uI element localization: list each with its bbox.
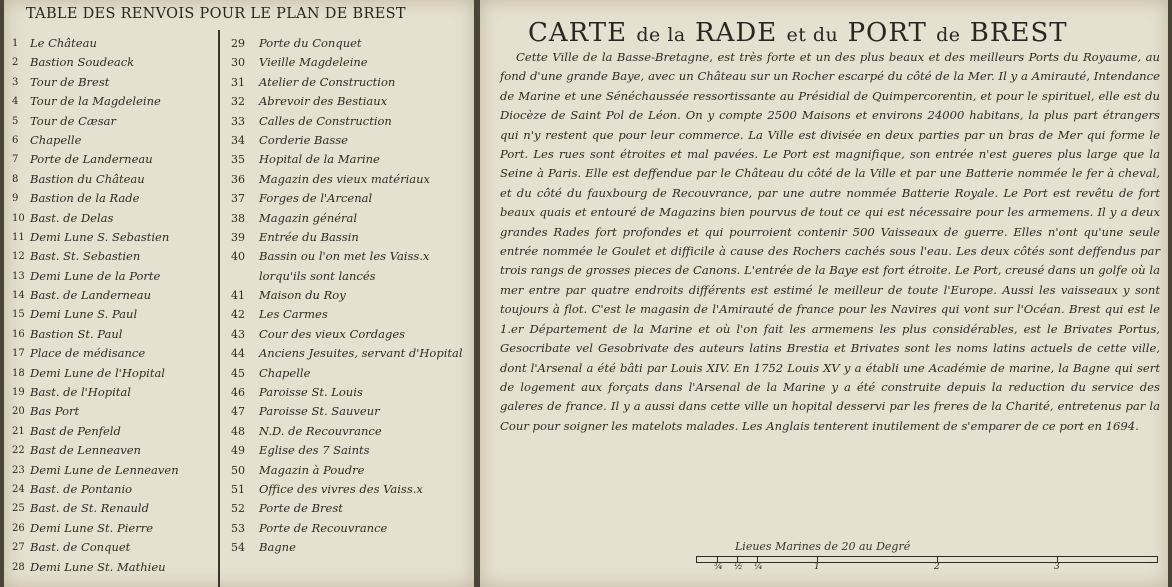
index-entry-label: Corderie Basse <box>259 132 348 147</box>
index-entry <box>12 34 216 53</box>
index-entry <box>231 538 471 557</box>
index-entry <box>231 499 471 518</box>
index-entry-label: Bast de Lenneaven <box>30 443 141 458</box>
index-entry <box>12 519 216 538</box>
index-entry <box>231 344 471 363</box>
index-entry-number: 4 <box>12 96 19 108</box>
index-entry-number: 44 <box>231 347 245 361</box>
index-entry-label: Porte du Conquet <box>259 36 362 50</box>
index-entry-number: 50 <box>231 463 245 477</box>
scale-label: Lieues Marines de 20 au Degré <box>735 540 911 553</box>
index-entry-label: Paroisse St. Sauveur <box>259 404 380 419</box>
index-entry-label: Bastion du Château <box>30 171 145 186</box>
index-entry-label: Abrevoir des Bestiaux <box>259 94 388 109</box>
index-entry-number: 37 <box>231 192 245 206</box>
index-entry-label: Bassin ou l'on met les Vaiss.x <box>259 249 430 264</box>
index-entry-number: 7 <box>12 154 19 166</box>
index-entry-number: 29 <box>231 37 245 50</box>
scale-tick-label: 3 <box>1054 562 1060 572</box>
index-entry <box>12 92 216 111</box>
index-entry <box>12 131 216 150</box>
scale-tick-label: ½ <box>734 562 743 572</box>
index-entry-label: lorqu'ils sont lancés <box>259 268 376 283</box>
index-entry-number: 36 <box>231 172 245 186</box>
index-entry-number: 11 <box>12 231 25 243</box>
index-entry <box>12 344 216 363</box>
index-entry-number: 15 <box>12 309 25 321</box>
index-entry-number: 9 <box>12 193 19 205</box>
title-port: PORT <box>847 18 927 48</box>
index-heading: TABLE DES RENVOIS POUR LE PLAN DE BREST <box>26 6 406 22</box>
index-entry <box>12 538 216 557</box>
index-entry-number: 45 <box>231 366 245 380</box>
index-entry-number: 54 <box>231 541 245 555</box>
index-entry-label: Vieille Magdeleine <box>259 55 368 70</box>
index-entry <box>12 53 216 72</box>
index-entry <box>231 480 471 499</box>
column-divider <box>218 30 220 587</box>
index-entry-label: Demi Lune St. Pierre <box>30 520 154 535</box>
index-entry-number: 27 <box>12 542 25 554</box>
index-entry-label: Forges de l'Arcenal <box>259 191 373 206</box>
index-entry-number: 23 <box>12 464 25 476</box>
index-entry-label: Maison du Roy <box>259 288 346 303</box>
index-column-left <box>12 34 216 577</box>
index-entry-number: 49 <box>231 444 245 458</box>
index-entry-number: 12 <box>12 251 25 263</box>
title-de-la: de la <box>636 24 686 46</box>
scale-tick-label: 1 <box>814 562 820 572</box>
index-entry-label: Eglise des 7 Saints <box>259 443 370 458</box>
index-entry-label: N.D. de Recouvrance <box>259 423 382 438</box>
index-entry-number: 33 <box>231 114 245 128</box>
index-entry-label: Tour de Cæsar <box>30 113 116 128</box>
index-panel <box>4 0 474 587</box>
scale-tick-label: ¼ <box>754 562 763 572</box>
index-entry-label: Demi Lune S. Paul <box>30 307 138 322</box>
index-entry-number: 34 <box>231 133 245 147</box>
index-entry-number: 31 <box>231 75 245 89</box>
title-brest: BREST <box>969 18 1068 48</box>
index-entry-label: Bastion St. Paul <box>30 326 123 341</box>
title-de: de <box>936 24 961 46</box>
index-entry <box>231 112 471 131</box>
index-entry-label: Bast de Penfeld <box>30 423 121 438</box>
index-entry <box>12 364 216 383</box>
index-entry-number: 25 <box>12 503 25 515</box>
index-entry-number: 40 <box>231 250 245 264</box>
index-entry-number: 2 <box>12 57 19 69</box>
index-entry <box>231 170 471 189</box>
index-entry <box>231 228 471 247</box>
index-entry <box>231 131 471 150</box>
index-entry-label: Atelier de Construction <box>259 74 396 89</box>
index-entry-label: Le Château <box>30 36 97 50</box>
index-entry-label: Les Carmes <box>259 307 328 322</box>
description-text <box>500 48 1160 436</box>
index-entry-number: 16 <box>12 328 25 340</box>
index-entry <box>231 150 471 169</box>
index-entry-number: 8 <box>12 173 19 185</box>
index-entry-number: 28 <box>12 561 25 573</box>
index-entry-label: Paroisse St. Louis <box>259 385 363 400</box>
index-entry-label: Magazin général <box>259 210 358 225</box>
index-entry-number: 39 <box>231 230 245 244</box>
index-entry <box>12 189 216 208</box>
index-entry-label: Bast. de Conquet <box>30 540 131 555</box>
index-entry <box>231 422 471 441</box>
index-entry-number: 48 <box>231 424 245 438</box>
description-panel <box>480 0 1168 587</box>
index-entry-number: 46 <box>231 386 245 400</box>
index-entry-label: Tour de la Magdeleine <box>30 94 161 109</box>
index-entry <box>231 189 471 208</box>
index-entry-number <box>231 267 259 286</box>
index-entry-number: 19 <box>12 387 25 399</box>
index-entry-label: Bastion Soudeack <box>30 55 135 70</box>
index-entry <box>231 92 471 111</box>
index-entry-label: Bagne <box>259 540 296 555</box>
index-entry-number: 43 <box>231 327 245 341</box>
index-entry <box>231 34 471 53</box>
index-entry-number: 32 <box>231 95 245 109</box>
index-entry <box>231 441 471 460</box>
index-entry <box>12 402 216 421</box>
index-entry-number: 52 <box>231 502 245 516</box>
index-entry <box>12 461 216 480</box>
index-entry <box>231 461 471 480</box>
index-entry-label: Bastion de la Rade <box>30 191 140 206</box>
index-entry <box>12 267 216 286</box>
index-entry <box>12 209 216 228</box>
index-entry <box>12 170 216 189</box>
index-entry <box>231 325 471 344</box>
index-entry-label: Chapelle <box>30 132 82 147</box>
index-entry-number: 14 <box>12 290 25 302</box>
index-entry-label: Porte de Landerneau <box>30 152 153 167</box>
index-entry <box>12 305 216 324</box>
scale-tick-label: 2 <box>934 562 940 572</box>
index-entry <box>12 383 216 402</box>
index-entry-label: Demi Lune de Lenneaven <box>30 462 179 477</box>
index-entry <box>231 383 471 402</box>
index-entry <box>12 286 216 305</box>
title-et-du: et du <box>786 24 839 46</box>
index-entry <box>231 402 471 421</box>
index-entry <box>231 364 471 383</box>
index-entry-number: 6 <box>12 134 19 146</box>
index-entry-label: Demi Lune S. Sebastien <box>30 229 170 244</box>
index-entry-number: 13 <box>12 270 25 282</box>
title-rade: RADE <box>695 18 778 48</box>
index-entry <box>231 305 471 324</box>
index-entry-number: 10 <box>12 212 25 224</box>
index-entry-number: 38 <box>231 211 245 225</box>
index-column-right <box>231 34 471 558</box>
index-entry-label: Magazin des vieux matériaux <box>259 171 431 186</box>
index-entry-label: Demi Lune de la Porte <box>30 268 161 283</box>
title-carte: CARTE <box>528 18 628 48</box>
index-entry-label: Magazin à Poudre <box>259 462 365 477</box>
index-entry <box>12 558 216 577</box>
index-entry-label: Cour des vieux Cordages <box>259 326 406 341</box>
index-entry-number: 3 <box>12 76 19 88</box>
index-entry <box>12 499 216 518</box>
index-entry-label: Tour de Brest <box>30 74 110 89</box>
index-entry <box>231 209 471 228</box>
index-entry-number: 17 <box>12 348 25 360</box>
scale-ticks <box>696 562 1156 576</box>
index-entry-label: Demi Lune St. Mathieu <box>30 559 166 574</box>
index-entry <box>231 73 471 92</box>
index-entry-label: Bast. de St. Renauld <box>30 501 149 516</box>
index-entry-label: Bast. de Delas <box>30 210 114 225</box>
index-entry-label: Porte de Recouvrance <box>259 520 388 535</box>
scale-tick-label: ¾ <box>714 562 723 572</box>
index-entry-number: 41 <box>231 289 245 303</box>
description-paragraph: Cette Ville de la Basse-Bretagne, est très forte et un des plus beaux et des meilleurs Ports du Royaume, au fond d'une grande Baye, avec un Château sur un Rocher escarpé du côté de la Mer. Il y a Amirauté, Intendance de Marine et une Sénéchaussée ressortissante au Présidial de Quimpercorentin, et pour le spirituel, elle est du Diocèze de Saint Pol de Léon. On y compte 2500 Maisons et environs 24000 habitans, la plus part étrangers qui n'y restent que pour leur commerce. La Ville est divisée en deux parties par un bras de Mer qui forme le Port. Les rues sont étroites et mal pavées. Le Port est magnifique, son entrée n'est gueres plus large que la Seine à Paris. Elle est deffendue par le Château du côté de la Ville et par une Batterie nommée le fer à cheval, et du côté du fauxbourg de Recouvrance, par une autre nommée Batterie Royale. Le Port est revêtu de fort beaux quais et entouré de Magazins bien pourvus de tout ce qui est nécessaire pour les armemens. Il y a deux grandes Rades fort profondes et qui pourroient contenir 500 Vaisseaux de guerre. Elles n'ont qu'une seule entrée nommée le Goulet et difficile à cause des Rochers cachés sous l'eau. Les deux côtés sont deffendus par trois rangs de grosses pieces de Canons. L'entrée de la Baye est fort étroite. Le Port, creusé dans un golfe où la mer entre par quatre endroits différents est estimé le meilleur de toute l'Europe. Aussi les vaisseaux y sont toujours à flot. C'est le magasin de l'Amirauté de france pour les Navires qui vont sur l'Océan. Brest qui est le 1.er Département de la Marine et où l'on fait les armemens les plus considérables, est le Brivates Portus, Gesocribate vel Gesobrivate des auteurs latins Brestia et Brivates sont les noms latins actuels de cette ville, dont l'Arsenal a été bâti par Louis XIV. En 1752 Louis XV y a établi une Académie de marine, la Bagne qui sert de logement aux forçats dans l'Arsenal de la Marine y a été construite depuis la reduction du service des galeres de france. Il y a aussi dans cette ville un hopital desservi par les freres de la Charité, entretenus par la Cour pour soigner les matelots malades. Les Anglais tenterent inutilement de s'emparer de ce port en 1694. <box>500 50 1160 433</box>
index-entry-label: Bast. de Landerneau <box>30 288 152 303</box>
index-entry <box>12 480 216 499</box>
index-entry <box>231 53 471 72</box>
index-entry <box>12 228 216 247</box>
index-entry-label: Bast. St. Sebastien <box>30 249 141 264</box>
index-entry-label: Calles de Construction <box>259 113 392 128</box>
index-entry-number: 35 <box>231 153 245 167</box>
index-entry-number: 51 <box>231 482 245 496</box>
index-entry-number: 42 <box>231 308 245 322</box>
index-entry <box>231 267 471 286</box>
index-entry-label: Hopital de la Marine <box>259 152 380 167</box>
map-title <box>528 18 1068 48</box>
index-entry-number: 20 <box>12 406 25 418</box>
index-entry <box>231 247 471 266</box>
index-entry-label: Office des vivres des Vaiss.x <box>259 481 423 496</box>
index-entry <box>12 325 216 344</box>
index-entry-label: Place de médisance <box>30 346 146 361</box>
index-entry <box>231 286 471 305</box>
index-entry-label: Anciens Jesuites, servant d'Hopital <box>259 346 463 361</box>
index-entry-label: Entrée du Bassin <box>259 229 359 244</box>
index-entry <box>12 150 216 169</box>
index-entry-number: 22 <box>12 445 25 457</box>
index-entry <box>12 441 216 460</box>
index-entry-label: Bas Port <box>30 404 80 419</box>
index-entry-number: 26 <box>12 522 25 534</box>
index-entry-label: Bast. de Pontanio <box>30 481 133 496</box>
index-entry-label: Demi Lune de l'Hopital <box>30 365 165 380</box>
index-entry-number: 18 <box>12 367 25 379</box>
index-entry-label: Porte de Brest <box>259 501 343 516</box>
index-entry <box>12 247 216 266</box>
index-entry <box>12 422 216 441</box>
index-entry-number: 21 <box>12 425 25 437</box>
index-entry-number: 53 <box>231 521 245 535</box>
index-entry-number: 1 <box>12 38 19 49</box>
index-entry-number: 30 <box>231 56 245 70</box>
index-entry-number: 24 <box>12 483 25 495</box>
index-entry <box>12 73 216 92</box>
index-entry <box>12 112 216 131</box>
index-entry-number: 5 <box>12 115 19 127</box>
index-entry <box>231 519 471 538</box>
index-entry-label: Chapelle <box>259 365 311 380</box>
index-entry-label: Bast. de l'Hopital <box>30 385 131 400</box>
index-entry-number: 47 <box>231 405 245 419</box>
